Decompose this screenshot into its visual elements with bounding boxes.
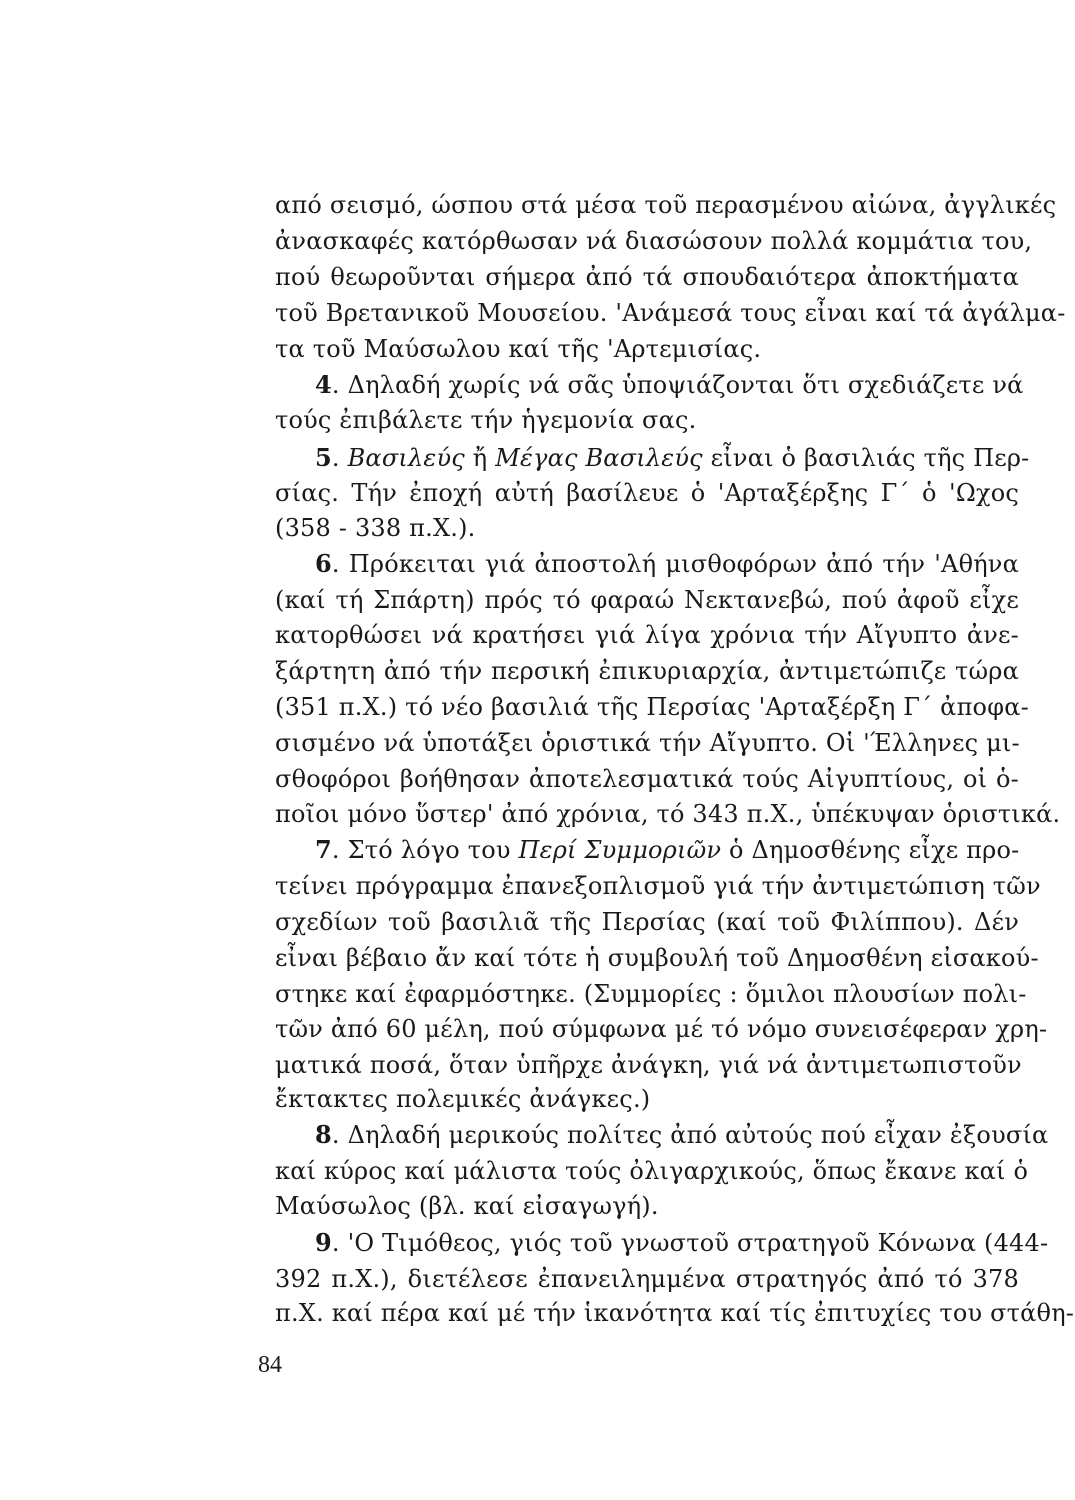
text-line bbox=[275, 726, 1019, 760]
text-segment: στηκε καί ἐφαρμόστηκε. (Συμμορίες : ὅμιλοι πλουσίων πολι- bbox=[275, 980, 1027, 1008]
text-segment: πού θεωροῦνται σήμερα ἀπό τά σπουδαιότερα ἀποκτήματα bbox=[275, 263, 1019, 291]
text-segment: σθοφόροι βοήθησαν ἀποτελεσματικά τούς Αἰγυπτίους, οἱ ὁ- bbox=[275, 765, 1019, 793]
text-segment: . 'Ο Τιμόθεος, γιός τοῦ γνωστοῦ στρατηγοῦ Κόνωνα (444- bbox=[331, 1229, 1049, 1257]
text-line bbox=[275, 188, 1057, 222]
text-segment: (καί τή Σπάρτη) πρός τό φαραώ Νεκτανεβώ, πού ἀφοῦ εἶχε bbox=[275, 586, 1019, 614]
text-segment: τούς ἐπιβάλετε τήν ἡγεμονία σας. bbox=[275, 406, 697, 434]
text-line bbox=[275, 476, 1019, 510]
text-line bbox=[275, 1012, 1048, 1046]
text-line bbox=[275, 654, 1019, 688]
text-line bbox=[275, 797, 1061, 831]
text-segment: Μαύσωλος (βλ. καί εἰσαγωγή). bbox=[275, 1192, 659, 1220]
text-segment: . bbox=[331, 444, 348, 472]
text-segment: σισμένο νά ὑποτάξει ὁριστικά τήν Αἴγυπτο. Οἱ 'Έλληνες μι- bbox=[275, 729, 1020, 757]
text-segment: ἔκτακτες πολεμικές ἀνάγκες.) bbox=[275, 1085, 651, 1113]
text-line bbox=[275, 1262, 1019, 1296]
note-number: 9 bbox=[315, 1228, 332, 1257]
text-line bbox=[275, 296, 1066, 330]
text-segment: καί κύρος καί μάλιστα τούς ὀλιγαρχικούς, ὅπως ἔκανε καί ὁ bbox=[275, 1157, 1029, 1185]
text-segment: (351 π.Χ.) τό νέο βασιλιά τῆς Περσίας 'Αρταξέρξη Γ΄ ἀποφα- bbox=[275, 693, 1029, 721]
note-number: 7 bbox=[315, 835, 332, 864]
text-segment: ξάρτητη ἀπό τήν περσική ἐπικυριαρχία, ἀντιμετώπιζε τώρα bbox=[275, 657, 1019, 685]
text-segment: (358 - 338 π.Χ.). bbox=[275, 514, 476, 542]
text-segment: σχεδίων τοῦ βασιλιᾶ τῆς Περσίας (καί τοῦ Φιλίππου). Δέν bbox=[275, 908, 1019, 936]
text-segment: τοῦ Βρετανικοῦ Μουσείου. 'Ανάμεσά τους εἶναι καί τά ἀγάλμα- bbox=[275, 299, 1066, 327]
text-segment: ὁ Δημοσθένης εἶχε προ- bbox=[721, 836, 1020, 864]
text-line bbox=[275, 260, 1019, 294]
note-number: 8 bbox=[315, 1120, 332, 1149]
note-8-line bbox=[315, 1118, 1049, 1152]
text-line bbox=[275, 403, 1019, 437]
note-7-line bbox=[315, 833, 1019, 867]
note-number: 6 bbox=[315, 549, 332, 578]
text-segment: εἶναι ὁ βασιλιάς τῆς Περ- bbox=[702, 444, 1030, 472]
text-line bbox=[275, 1154, 1029, 1188]
text-line bbox=[275, 1296, 1075, 1330]
text-segment: π.Χ. καί πέρα καί μέ τήν ἱκανότητα καί τίς ἐπιτυχίες του στάθη- bbox=[275, 1299, 1075, 1327]
text-line bbox=[275, 583, 1019, 617]
text-segment: . Πρόκειται γιά ἀποστολή μισθοφόρων ἀπό τήν 'Αθήνα bbox=[331, 550, 1019, 578]
text-segment: τα τοῦ Μαύσωλου καί τῆς 'Αρτεμισίας. bbox=[275, 335, 762, 363]
text-line bbox=[275, 618, 1019, 652]
text-segment: κατορθώσει νά κρατήσει γιά λίγα χρόνια τήν Αἴγυπτο ἀνε- bbox=[275, 621, 1019, 649]
text-segment: ἀνασκαφές κατόρθωσαν νά διασώσουν πολλά κομμάτια του, bbox=[275, 227, 1033, 255]
text-segment: τείνει πρόγραμμα ἐπανεξοπλισμοῦ γιά τήν ἀντιμετώπιση τῶν bbox=[275, 872, 1041, 900]
text-line bbox=[275, 941, 1039, 975]
text-line bbox=[275, 869, 1041, 903]
italic-term: Βασιλεύς bbox=[347, 444, 465, 472]
text-line bbox=[275, 332, 1019, 366]
text-segment: . Δηλαδή χωρίς νά σᾶς ὑποψιάζονται ὅτι σχεδιάζετε νά bbox=[331, 371, 1024, 399]
text-segment: τῶν ἀπό 60 μέλη, πού σύμφωνα μέ τό νόμο συνεισέφεραν χρη- bbox=[275, 1015, 1048, 1043]
text-segment: . Στό λόγο του bbox=[331, 836, 519, 864]
text-segment: ἤ bbox=[464, 444, 496, 472]
page-number: 84 bbox=[258, 1352, 282, 1378]
note-9-line bbox=[315, 1226, 1049, 1260]
text-segment: ποῖοι μόνο ὕστερ' ἀπό χρόνια, τό 343 π.Χ., ὑπέκυψαν ὁριστικά. bbox=[275, 800, 1061, 828]
text-line bbox=[275, 690, 1029, 724]
text-line bbox=[275, 1048, 1022, 1082]
note-5-line bbox=[315, 441, 1030, 475]
text-line bbox=[275, 511, 1019, 545]
text-segment: ματικά ποσά, ὅταν ὑπῆρχε ἀνάγκη, γιά νά ἀντιμετωπιστοῦν bbox=[275, 1051, 1022, 1079]
text-line bbox=[275, 977, 1027, 1011]
text-segment: . Δηλαδή μερικούς πολίτες ἀπό αὐτούς πού εἶχαν ἐξουσία bbox=[331, 1121, 1049, 1149]
text-line bbox=[275, 762, 1019, 796]
note-number: 4 bbox=[315, 370, 332, 399]
note-6-line bbox=[315, 547, 1019, 581]
text-segment: εἶναι βέβαιο ἄν καί τότε ἡ συμβουλή τοῦ Δημοσθένη εἰσακού- bbox=[275, 944, 1039, 972]
text-segment: σίας. Τήν ἐποχή αὐτή βασίλευε ὁ 'Αρταξέρξης Γ΄ ὁ 'Ωχος bbox=[275, 479, 1019, 507]
note-number: 5 bbox=[315, 443, 332, 472]
text-line bbox=[275, 1189, 1019, 1223]
italic-term: Περί Συμμοριῶν bbox=[518, 836, 722, 864]
text-line bbox=[275, 905, 1019, 939]
text-segment: 392 π.Χ.), διετέλεσε ἐπανειλημμένα στρατηγός ἀπό τό 378 bbox=[275, 1265, 1019, 1293]
note-4-line bbox=[315, 368, 1024, 402]
text-segment: από σεισμό, ώσπου στά μέσα τοῦ περασμένου αἰώνα, ἀγγλικές bbox=[275, 191, 1057, 219]
text-line bbox=[275, 1082, 1019, 1116]
text-line bbox=[275, 224, 1033, 258]
italic-term: Μέγας Βασιλεύς bbox=[495, 444, 703, 472]
